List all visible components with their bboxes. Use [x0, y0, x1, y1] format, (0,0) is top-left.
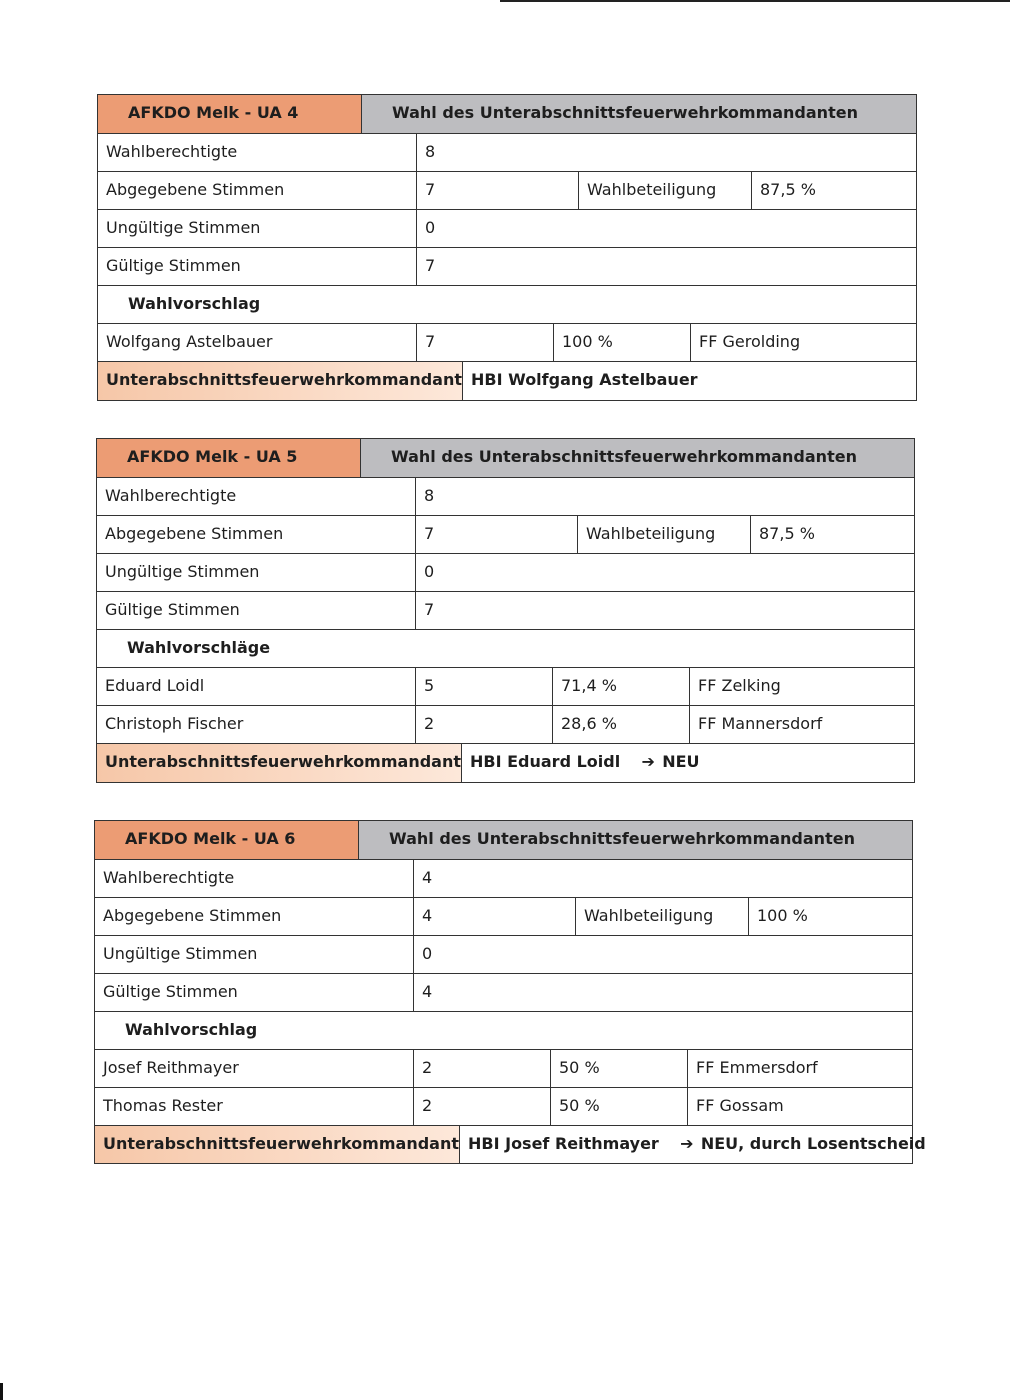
- elected-name: HBI Eduard Loidl: [470, 752, 621, 771]
- arrow-right-icon: ➔: [680, 1134, 694, 1153]
- row-eligible: [97, 477, 914, 515]
- candidate-brigade: FF Zelking: [689, 668, 914, 705]
- result-note: NEU, durch Losentscheid: [700, 1134, 926, 1153]
- candidate-brigade: FF Mannersdorf: [689, 706, 914, 743]
- candidate-brigade: FF Gossam: [687, 1088, 912, 1125]
- election-title: Wahl des Unterabschnittsfeuerwehrkommandanten: [361, 95, 916, 133]
- table-header: [97, 439, 914, 477]
- nominations-label: Wahlvorschläge: [127, 638, 271, 657]
- result-label: Unterabschnittsfeuerwehrkommandant: [95, 1126, 459, 1163]
- invalid-label: Ungültige Stimmen: [106, 218, 261, 237]
- invalid-label: Ungültige Stimmen: [105, 562, 260, 581]
- candidate-votes: 2: [413, 1050, 550, 1087]
- candidate-row: [97, 705, 914, 743]
- result-value: [459, 1126, 926, 1163]
- row-nominations: [97, 629, 914, 667]
- cast-value: 4: [413, 898, 575, 935]
- cast-label: Abgegebene Stimmen: [105, 524, 284, 543]
- candidate-name: Josef Reithmayer: [103, 1058, 239, 1077]
- nominations-label: Wahlvorschlag: [125, 1020, 258, 1039]
- cast-label: Abgegebene Stimmen: [103, 906, 282, 925]
- invalid-value: 0: [415, 554, 914, 591]
- invalid-value: 0: [413, 936, 912, 973]
- cast-value: 7: [415, 516, 577, 553]
- result-note: NEU: [662, 752, 700, 771]
- candidate-name: Wolfgang Astelbauer: [106, 332, 273, 351]
- table-header: [95, 821, 912, 859]
- row-cast: [98, 171, 916, 209]
- candidate-row: [98, 323, 916, 361]
- elected-name: HBI Josef Reithmayer: [468, 1134, 659, 1153]
- eligible-value: 8: [416, 134, 916, 171]
- eligible-label: Wahlberechtigte: [103, 868, 235, 887]
- row-valid: [95, 973, 912, 1011]
- candidate-name: Christoph Fischer: [105, 714, 244, 733]
- turnout-value: 87,5 %: [750, 516, 914, 553]
- candidate-percent: 50 %: [550, 1050, 687, 1087]
- candidate-row: [97, 667, 914, 705]
- candidate-row: [95, 1087, 912, 1125]
- valid-label: Gültige Stimmen: [106, 256, 241, 275]
- result-label: Unterabschnittsfeuerwehrkommandant: [98, 362, 462, 400]
- row-result: [97, 743, 914, 782]
- row-nominations: [98, 285, 916, 323]
- election-table-ua4: [97, 94, 917, 401]
- row-eligible: [98, 133, 916, 171]
- valid-value: 7: [416, 248, 916, 285]
- arrow-right-icon: ➔: [641, 752, 655, 771]
- election-title: Wahl des Unterabschnittsfeuerwehrkommandanten: [360, 439, 914, 477]
- turnout-label: Wahlbeteiligung: [577, 516, 750, 553]
- eligible-label: Wahlberechtigte: [105, 486, 237, 505]
- eligible-label: Wahlberechtigte: [106, 142, 238, 161]
- valid-label: Gültige Stimmen: [105, 600, 240, 619]
- row-result: [95, 1125, 926, 1163]
- turnout-value: 87,5 %: [751, 172, 916, 209]
- eligible-value: 8: [415, 478, 914, 515]
- row-invalid: [98, 209, 916, 247]
- eligible-value: 4: [413, 860, 912, 897]
- candidate-name: Thomas Rester: [103, 1096, 223, 1115]
- district-label: AFKDO Melk - UA 5: [97, 439, 360, 477]
- result-value: [462, 362, 916, 400]
- candidate-name: Eduard Loidl: [105, 676, 205, 695]
- district-label: AFKDO Melk - UA 4: [98, 95, 361, 133]
- candidate-row: [95, 1049, 912, 1087]
- election-table-ua5: [96, 438, 915, 783]
- cast-label: Abgegebene Stimmen: [106, 180, 285, 199]
- turnout-label: Wahlbeteiligung: [578, 172, 751, 209]
- table-header: [98, 95, 916, 133]
- invalid-label: Ungültige Stimmen: [103, 944, 258, 963]
- candidate-votes: 2: [413, 1088, 550, 1125]
- district-label: AFKDO Melk - UA 6: [95, 821, 358, 859]
- turnout-label: Wahlbeteiligung: [575, 898, 748, 935]
- row-cast: [97, 515, 914, 553]
- candidate-votes: 7: [416, 324, 553, 361]
- invalid-value: 0: [416, 210, 916, 247]
- row-cast: [95, 897, 912, 935]
- row-result: [98, 361, 916, 400]
- candidate-percent: 100 %: [553, 324, 690, 361]
- cast-value: 7: [416, 172, 578, 209]
- result-label: Unterabschnittsfeuerwehrkommandant: [97, 744, 461, 782]
- row-eligible: [95, 859, 912, 897]
- election-table-ua6: [94, 820, 926, 1164]
- valid-value: 4: [413, 974, 912, 1011]
- candidate-brigade: FF Gerolding: [690, 324, 916, 361]
- candidate-votes: 2: [415, 706, 552, 743]
- result-value: [461, 744, 914, 782]
- elected-name: HBI Wolfgang Astelbauer: [471, 370, 698, 389]
- candidate-votes: 5: [415, 668, 552, 705]
- row-invalid: [95, 935, 912, 973]
- candidate-percent: 71,4 %: [552, 668, 689, 705]
- valid-value: 7: [415, 592, 914, 629]
- row-invalid: [97, 553, 914, 591]
- election-title: Wahl des Unterabschnittsfeuerwehrkommandanten: [358, 821, 912, 859]
- row-valid: [97, 591, 914, 629]
- candidate-brigade: FF Emmersdorf: [687, 1050, 912, 1087]
- row-valid: [98, 247, 916, 285]
- nominations-label: Wahlvorschlag: [128, 294, 261, 313]
- turnout-value: 100 %: [748, 898, 912, 935]
- candidate-percent: 50 %: [550, 1088, 687, 1125]
- valid-label: Gültige Stimmen: [103, 982, 238, 1001]
- scan-edge-mark: [0, 1383, 3, 1400]
- row-nominations: [95, 1011, 912, 1049]
- scan-edge-line: [500, 0, 1010, 2]
- candidate-percent: 28,6 %: [552, 706, 689, 743]
